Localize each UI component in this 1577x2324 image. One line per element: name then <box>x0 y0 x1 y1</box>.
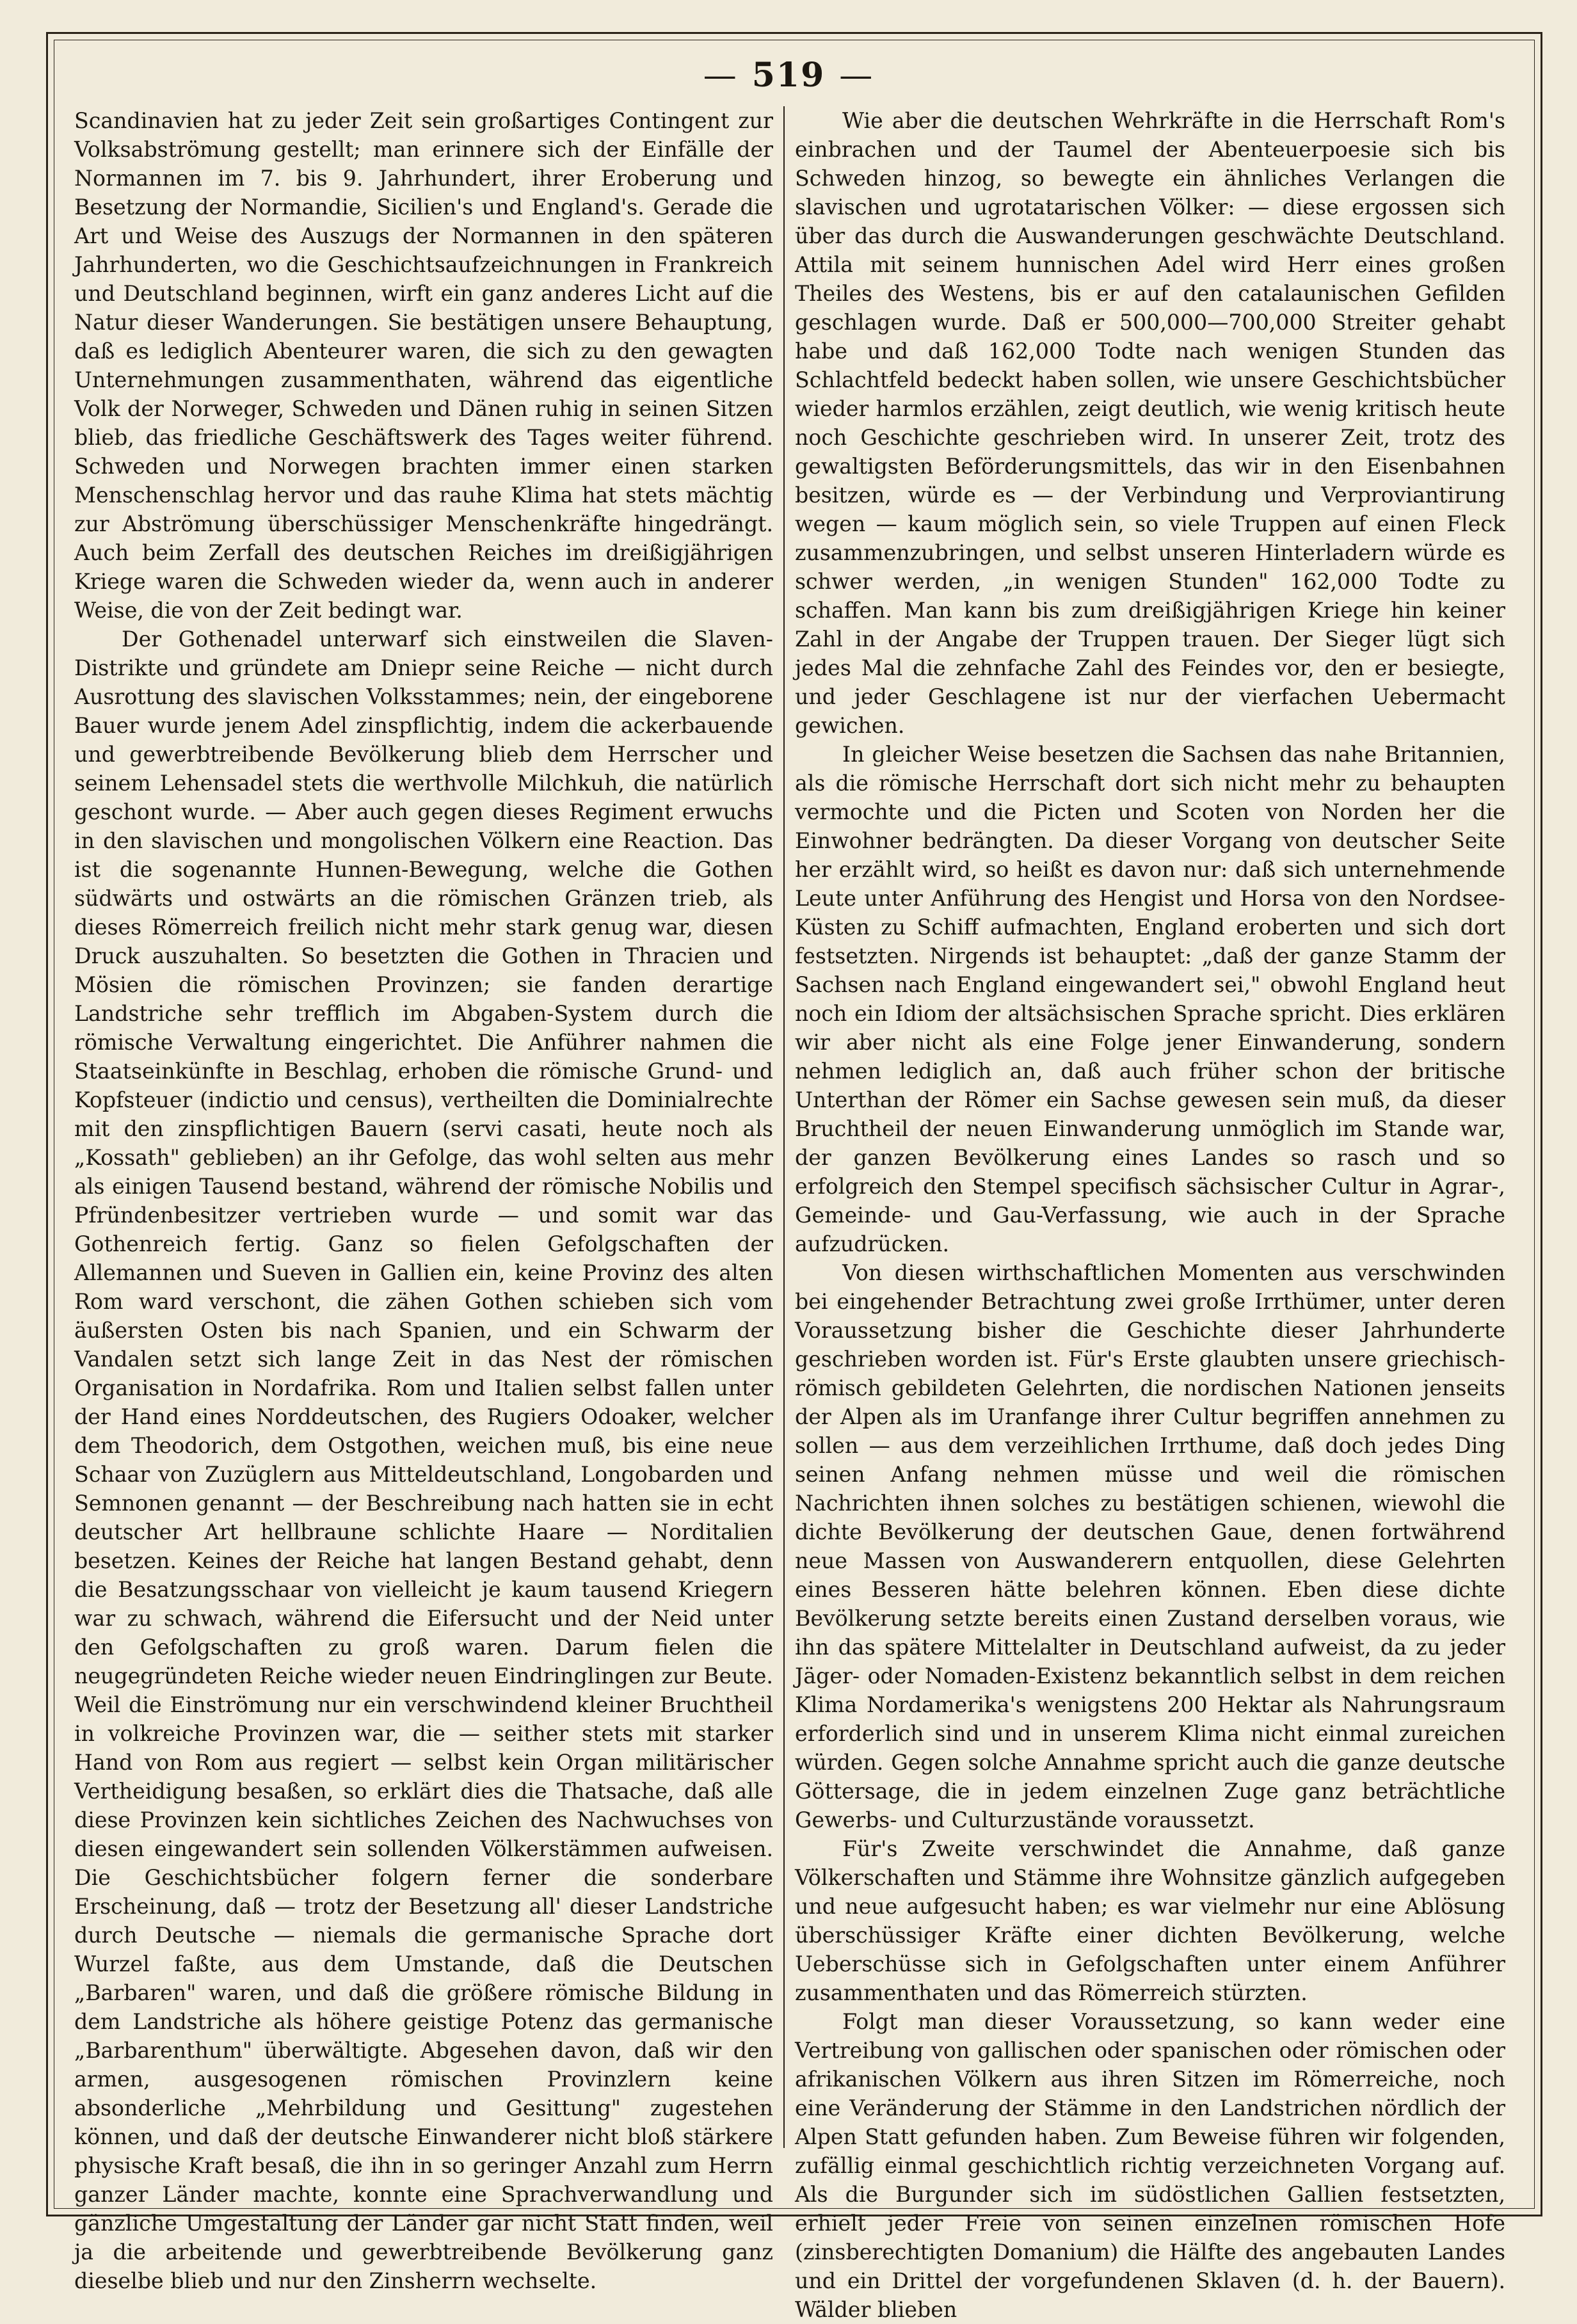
paragraph: Von diesen wirthschaftlichen Momenten aus verschwinden bei eingehender Betrachtung zwei große Irrthümer, unter deren Voraussetzung bisher die Geschichte dieser Jahrhunderte geschrieben worden ist. Für's Erste glaubten unsere griechisch-römisch gebildeten Gelehrten, die nordischen Nationen jenseits der Alpen als im Uranfange ihrer Cultur begriffen annehmen zu sollen — aus dem verzeihlichen Irrthume, daß doch jedes Ding seinen Anfang nehmen müsse und weil die römischen Nachrichten ihnen solches zu bestätigen schienen, wiewohl die dichte Bevölkerung der deutschen Gaue, denen fortwährend neue Massen von Auswanderern entquollen, diese Gelehrten eines Besseren hätte belehren können. Eben diese dichte Bevölkerung setzte bereits einen Zustand derselben voraus, wie ihn das spätere Mittelalter in Deutschland aufweist, da zu jeder Jäger- oder Nomaden-Existenz bekanntlich selbst in dem reichen Klima Nordamerika's wenigstens 200 Hektar als Nahrungsraum erforderlich sind und in unserem Klima nicht einmal zureichen würden. Gegen solche Annahme spricht auch die ganze deutsche Göttersage, die in jedem einzelnen Zuge ganz beträchtliche Gewerbs- und Culturzustände voraussetzt. <box>795 1260 1505 1832</box>
left-column <box>74 106 773 2293</box>
right-column <box>795 106 1505 2322</box>
paragraph: Folgt man dieser Voraussetzung, so kann weder eine Vertreibung von gallischen oder spanischen oder römischen oder afrikanischen Völkern aus ihren Sitzen im Römerreiche, noch eine Veränderung der Stämme in den Landstrichen nördlich der Alpen Statt gefunden haben. Zum Beweise führen wir folgenden, zufällig einmal geschichtlich richtig verzeichneten Vorgang auf. Als die Burgunder sich im südöstlichen Gallien festsetzten, erhielt jeder Freie von seinen einzelnen römischen Hofe (zinsberechtigten Domanium) die Hälfte des angebauten Landes und ein Drittel der vorgefundenen Sklaven (d. h. der Bauern). Wälder blieben <box>795 2009 1505 2322</box>
paragraph: Für's Zweite verschwindet die Annahme, daß ganze Völkerschaften und Stämme ihre Wohnsitze gänzlich aufgegeben und neue aufgesucht haben; es war vielmehr nur eine Ablösung überschüssiger Kräfte einer dichten Bevölkerung, welche Ueberschüsse sich in Gefolgschaften unter einem Anführer zusammenthaten und das Römerreich stürzten. <box>795 1836 1505 2005</box>
column-divider <box>783 106 785 2148</box>
paragraph: In gleicher Weise besetzen die Sachsen das nahe Britannien, als die römische Herrschaft dort sich nicht mehr zu behaupten vermochte und die Picten und Scoten von Norden her die Einwohner bedrängten. Da dieser Vorgang von deutscher Seite her erzählt wird, so heißt es davon nur: daß sich unternehmende Leute unter Anführung des Hengist und Horsa von den Nordsee-Küsten zu Schiff aufmachten, England eroberten und sich dort festsetzten. Nirgends ist behauptet: „daß der ganze Stamm der Sachsen nach England eingewandert sei," obwohl England heut noch ein Idiom der altsächsischen Sprache spricht. Dies erklären wir aber nicht als eine Folge jener Einwanderung, sondern nehmen lediglich an, daß auch früher schon der britische Unterthan der Römer ein Sachse gewesen sein muß, da dieser Bruchtheil der neuen Einwanderung unmöglich im Stande war, der ganzen Bevölkerung eines Landes so rasch und so erfolgreich den Stempel specifisch sächsischer Cultur in Agrar-, Gemeinde- und Gau-Verfassung, wie auch in der Sprache aufzudrücken. <box>795 742 1505 1256</box>
header-dash-left: — <box>703 56 738 95</box>
page-number: 519 <box>751 56 826 95</box>
header-dash-right: — <box>839 56 874 95</box>
page-header <box>0 50 1577 101</box>
paragraph: Der Gothenadel unterwarf sich einstweilen die Slaven-Distrikte und gründete am Dniepr seine Reiche — nicht durch Ausrottung des slavischen Volksstammes; nein, der eingeborene Bauer wurde jenem Adel zinspflichtig, indem die ackerbauende und gewerbtreibende Bevölkerung blieb dem Herrscher und seinem Lehensadel stets die werthvolle Milchkuh, die natürlich geschont wurde. — Aber auch gegen dieses Regiment erwuchs in den slavischen und mongolischen Völkern eine Reaction. Das ist die sogenannte Hunnen-Bewegung, welche die Gothen südwärts und ostwärts an die römischen Gränzen trieb, als dieses Römerreich freilich nicht mehr stark genug war, diesen Druck auszuhalten. So besetzten die Gothen in Thracien und Mösien die römischen Provinzen; sie fanden derartige Landstriche sehr trefflich im Abgaben-System durch die römische Verwaltung eingerichtet. Die Anführer nahmen die Staatseinkünfte in Beschlag, erhoben die römische Grund- und Kopfsteuer (indictio und census), vertheilten die Dominialrechte mit den zinspflichtigen Bauern (servi casati, heute noch als „Kossath" geblieben) an ihr Gefolge, das wohl selten aus mehr als einigen Tausend bestand, während der römische Nobilis und Pfründenbesitzer vertrieben wurde — und somit war das Gothenreich fertig. Ganz so fielen Gefolgschaften der Allemannen und Sueven in Gallien ein, keine Provinz des alten Rom ward verschont, die zähen Gothen schieben sich vom äußersten Osten bis nach Spanien, und ein Schwarm der Vandalen setzt sich lange Zeit in das Nest der römischen Organisation in Nordafrika. Rom und Italien selbst fallen unter der Hand eines Norddeutschen, des Rugiers Odoaker, welcher dem Theodorich, dem Ostgothen, weichen muß, bis eine neue Schaar von Zuzüglern aus Mitteldeutschland, Longobarden und Semnonen genannt — der Beschreibung nach hatten sie in echt deutscher Art hellbraune schlichte Haare — Norditalien besetzen. Keines der Reiche hat langen Bestand gehabt, denn die Besatzungsschaar von vielleicht je kaum tausend Kriegern war zu schwach, während die Eifersucht und der Neid unter den Gefolgschaften zu groß waren. Darum fielen die neugegründeten Reiche wieder neuen Eindringlingen zur Beute. Weil die Einströmung nur ein verschwindend kleiner Bruchtheil in volkreiche Provinzen war, die — seither stets mit starker Hand von Rom aus regiert — selbst kein Organ militärischer Vertheidigung besaßen, so erklärt dies die Thatsache, daß alle diese Provinzen kein sichtliches Zeichen des Nachwuchses von diesen eingewandert sein sollenden Völkerstämmen aufweisen. Die Geschichtsbücher folgern ferner die sonderbare Erscheinung, daß — trotz der Besetzung all' dieser Landstriche durch Deutsche — niemals die germanische Sprache dort Wurzel faßte, aus dem Umstande, daß die Deutschen „Barbaren" waren, und daß die größere römische Bildung in dem Landstriche als höhere geistige Potenz das germanische „Barbarenthum" überwältigte. Abgesehen davon, daß wir den armen, ausgesogenen römischen Provinzlern keine absonderliche „Mehrbildung und Gesittung" zugestehen können, und daß der deutsche Einwanderer nicht bloß stärkere physische Kraft besaß, die ihn in so geringer Anzahl zum Herrn ganzer Länder machte, konnte eine Sprachverwandlung und gänzliche Umgestaltung der Länder gar nicht Statt finden, weil ja die arbeitende und gewerbtreibende Bevölkerung ganz dieselbe blieb und nur den Zinsherrn wechselte. <box>74 627 773 2293</box>
paragraph: Wie aber die deutschen Wehrkräfte in die Herrschaft Rom's einbrachen und der Taumel der Abenteuerpoesie sich bis Schweden hinzog, so bewegte ein ähnliches Verlangen die slavischen und ugrotatarischen Völker: — diese ergossen sich über das durch die Auswanderungen geschwächte Deutschland. Attila mit seinem hunnischen Adel wird Herr eines großen Theiles des Westens, bis er auf den catalaunischen Gefilden geschlagen wurde. Daß er 500,000—700,000 Streiter gehabt habe und daß 162,000 Todte nach wenigen Stunden das Schlachtfeld bedeckt haben sollen, wie unsere Geschichtsbücher wieder harmlos erzählen, zeigt deutlich, wie wenig kritisch heute noch Geschichte geschrieben wird. In unserer Zeit, trotz des gewaltigsten Beförderungsmittels, das wir in den Eisenbahnen besitzen, würde es — der Verbindung und Verproviantirung wegen — kaum möglich sein, so viele Truppen auf einen Fleck zusammenzubringen, und selbst unseren Hinterladern würde es schwer werden, „in wenigen Stunden" 162,000 Todte zu schaffen. Man kann bis zum dreißigjährigen Kriege hin keiner Zahl in der Angabe der Truppen trauen. Der Sieger lügt sich jedes Mal die zehnfache Zahl des Feindes vor, den er besiegte, und jeder Geschlagene ist nur der vierfachen Uebermacht gewichen. <box>795 108 1505 738</box>
paragraph: Scandinavien hat zu jeder Zeit sein großartiges Contingent zur Volksabströmung gestellt; man erinnere sich der Einfälle der Normannen im 7. bis 9. Jahrhundert, ihrer Eroberung und Besetzung der Normandie, Sicilien's und England's. Gerade die Art und Weise des Auszugs der Normannen in den späteren Jahrhunderten, wo die Geschichtsaufzeichnungen in Frankreich und Deutschland beginnen, wirft ein ganz anderes Licht auf die Natur dieser Wanderungen. Sie bestätigen unsere Behauptung, daß es lediglich Abenteurer waren, die sich zu den gewagten Unternehmungen zusammenthaten, während das eigentliche Volk der Norweger, Schweden und Dänen ruhig in seinen Sitzen blieb, das friedliche Geschäftswerk des Tages weiter führend. Schweden und Norwegen brachten immer einen starken Menschenschlag hervor und das rauhe Klima hat stets mächtig zur Abströmung überschüssiger Menschenkräfte hingedrängt. Auch beim Zerfall des deutschen Reiches im dreißigjährigen Kriege waren die Schweden wieder da, wenn auch in anderer Weise, die von der Zeit bedingt war. <box>74 108 773 623</box>
